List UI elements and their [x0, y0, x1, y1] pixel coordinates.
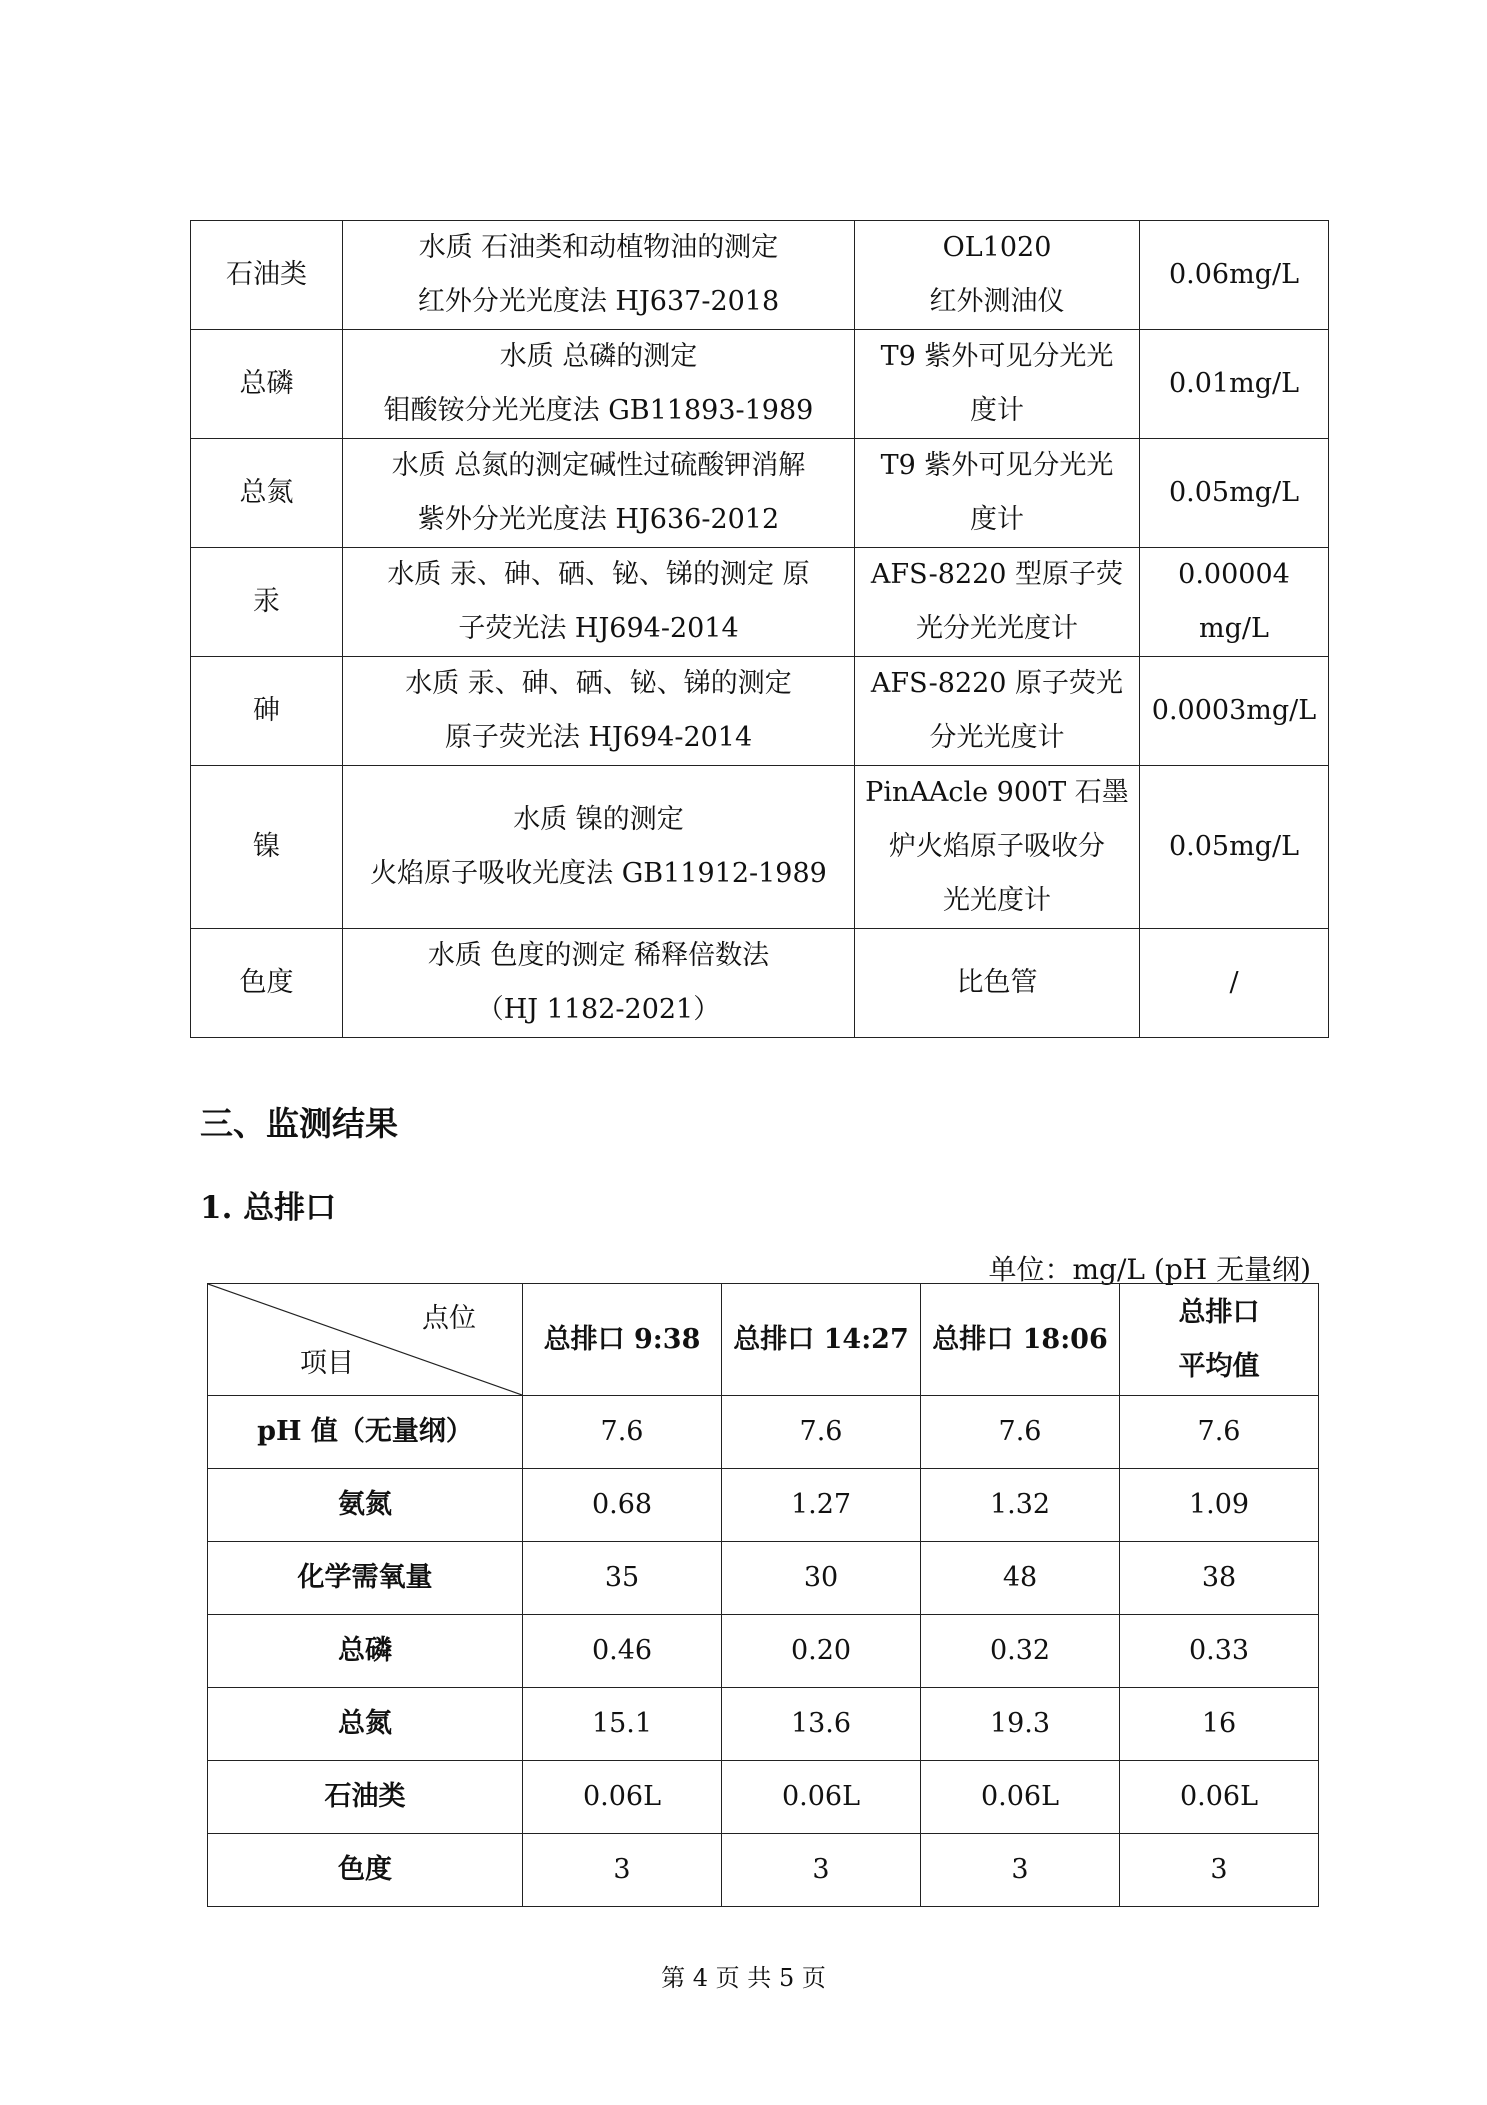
result-table: [207, 1283, 1319, 1907]
item-cell: 总氮: [191, 439, 343, 548]
instrument-cell-line: 度计: [970, 395, 1024, 426]
method-cell: [343, 221, 855, 330]
instrument-cell: [855, 548, 1140, 657]
detection-limit-cell-line: 0.0003mg/L: [1151, 695, 1317, 726]
average-header-line: 总排口: [1178, 1296, 1260, 1328]
detection-limit-cell: [1140, 439, 1329, 548]
result-value-cell: 7.6: [523, 1396, 722, 1469]
instrument-cell: [855, 657, 1140, 766]
result-row: [208, 1834, 1319, 1907]
result-row: [208, 1615, 1319, 1688]
result-value-cell: 0.06L: [1120, 1761, 1319, 1834]
result-value-cell: 0.32: [921, 1615, 1120, 1688]
detection-limit-cell-line: 0.01mg/L: [1168, 368, 1300, 399]
result-value-cell: 1.32: [921, 1469, 1120, 1542]
result-value-cell: 0.68: [523, 1469, 722, 1542]
method-cell-line: 水质 色度的测定 稀释倍数法: [427, 940, 770, 971]
corner-label-item: 项目: [300, 1348, 354, 1379]
column-header-1427: 总排口 14:27: [722, 1284, 921, 1396]
method-cell-line: （HJ 1182-2021）: [476, 994, 721, 1025]
instrument-cell-line: 红外测油仪: [929, 286, 1065, 317]
result-row-label: pH 值（无量纲）: [208, 1396, 523, 1469]
result-value-cell: 7.6: [921, 1396, 1120, 1469]
instrument-cell: [855, 929, 1140, 1038]
item-cell: 汞: [191, 548, 343, 657]
instrument-cell-line: AFS-8220 原子荧光: [870, 668, 1124, 699]
instrument-cell-line: 炉火焰原子吸收分: [889, 831, 1105, 862]
unit-note: 单位：mg/L (pH 无量纲): [988, 1253, 1311, 1286]
method-cell-line: 原子荧光法 HJ694-2014: [444, 722, 753, 753]
method-cell-line: 火焰原子吸收光度法 GB11912-1989: [370, 858, 827, 889]
detection-limit-cell: [1140, 766, 1329, 929]
method-cell-line: 水质 汞、砷、硒、铋、锑的测定 原: [387, 559, 810, 590]
method-cell: [343, 330, 855, 439]
item-cell: 色度: [191, 929, 343, 1038]
result-value-cell: 1.27: [722, 1469, 921, 1542]
result-row-label: 化学需氧量: [208, 1542, 523, 1615]
method-cell: [343, 548, 855, 657]
result-value-cell: 0.06L: [921, 1761, 1120, 1834]
method-cell-line: 水质 总氮的测定碱性过硫酸钾消解: [391, 450, 806, 481]
result-value-cell: 38: [1120, 1542, 1319, 1615]
method-row: [191, 439, 1329, 548]
method-cell-line: 水质 石油类和动植物油的测定: [418, 232, 779, 263]
result-value-cell: 3: [1120, 1834, 1319, 1907]
instrument-cell: [855, 439, 1140, 548]
instrument-cell-line: T9 紫外可见分光光: [880, 450, 1114, 481]
instrument-cell-line: PinAAcle 900T 石墨: [865, 777, 1129, 808]
instrument-cell-line: 分光光度计: [929, 722, 1065, 753]
sub-heading: 1. 总排口: [200, 1190, 337, 1226]
method-cell-line: 水质 镍的测定: [513, 804, 684, 835]
method-cell: [343, 439, 855, 548]
instrument-cell: [855, 330, 1140, 439]
result-value-cell: 0.06L: [523, 1761, 722, 1834]
detection-limit-cell: [1140, 929, 1329, 1038]
method-cell-line: 紫外分光光度法 HJ636-2012: [417, 504, 780, 535]
instrument-cell-line: T9 紫外可见分光光: [880, 341, 1114, 372]
instrument-cell-line: OL1020: [942, 232, 1052, 263]
detection-limit-cell-line: 0.06mg/L: [1168, 259, 1300, 290]
result-value-cell: 15.1: [523, 1688, 722, 1761]
method-row: [191, 330, 1329, 439]
result-value-cell: 35: [523, 1542, 722, 1615]
result-row: [208, 1761, 1319, 1834]
item-cell: 石油类: [191, 221, 343, 330]
detection-limit-cell: [1140, 330, 1329, 439]
result-row-label: 总磷: [208, 1615, 523, 1688]
result-row-label: 氨氮: [208, 1469, 523, 1542]
corner-header-cell: [208, 1284, 523, 1396]
method-row: [191, 766, 1329, 929]
instrument-cell: [855, 766, 1140, 929]
instrument-cell: [855, 221, 1140, 330]
result-row: [208, 1542, 1319, 1615]
result-value-cell: 0.06L: [722, 1761, 921, 1834]
page-footer: 第 4 页 共 5 页: [661, 1964, 826, 1992]
item-cell: 总磷: [191, 330, 343, 439]
result-value-cell: 13.6: [722, 1688, 921, 1761]
column-header-1806: 总排口 18:06: [921, 1284, 1120, 1396]
result-value-cell: 19.3: [921, 1688, 1120, 1761]
column-header-0938: 总排口 9:38: [523, 1284, 722, 1396]
result-row-label: 石油类: [208, 1761, 523, 1834]
method-table: [190, 220, 1329, 1038]
section-heading: 三、监测结果: [200, 1104, 398, 1143]
result-value-cell: 3: [722, 1834, 921, 1907]
result-value-cell: 48: [921, 1542, 1120, 1615]
result-value-cell: 3: [921, 1834, 1120, 1907]
method-row: [191, 548, 1329, 657]
result-value-cell: 7.6: [722, 1396, 921, 1469]
detection-limit-cell: [1140, 221, 1329, 330]
method-cell-line: 红外分光光度法 HJ637-2018: [417, 286, 780, 317]
average-header-line: 平均值: [1178, 1350, 1260, 1382]
method-cell-line: 子荧光法 HJ694-2014: [458, 613, 739, 644]
item-cell: 镍: [191, 766, 343, 929]
detection-limit-cell-line: 0.00004: [1178, 559, 1290, 590]
result-value-cell: 30: [722, 1542, 921, 1615]
method-row: [191, 221, 1329, 330]
corner-label-point: 点位: [422, 1303, 476, 1334]
result-row-label: 色度: [208, 1834, 523, 1907]
result-row: [208, 1469, 1319, 1542]
method-cell: [343, 929, 855, 1038]
method-cell-line: 水质 总磷的测定: [499, 341, 698, 372]
method-row: [191, 929, 1329, 1038]
instrument-cell-line: 光分光光度计: [916, 613, 1078, 644]
result-value-cell: 0.46: [523, 1615, 722, 1688]
result-value-cell: 7.6: [1120, 1396, 1319, 1469]
result-row: [208, 1688, 1319, 1761]
result-value-cell: 16: [1120, 1688, 1319, 1761]
instrument-cell-line: 度计: [970, 504, 1024, 535]
instrument-cell-line: 比色管: [956, 967, 1038, 998]
result-value-cell: 3: [523, 1834, 722, 1907]
detection-limit-cell-line: 0.05mg/L: [1168, 831, 1300, 862]
detection-limit-cell: [1140, 657, 1329, 766]
instrument-cell-line: 光光度计: [943, 885, 1051, 916]
result-value-cell: 0.20: [722, 1615, 921, 1688]
method-cell: [343, 766, 855, 929]
result-value-cell: 1.09: [1120, 1469, 1319, 1542]
instrument-cell-line: AFS-8220 型原子荧: [870, 559, 1124, 590]
column-header-average: [1120, 1284, 1319, 1396]
method-cell: [343, 657, 855, 766]
method-cell-line: 钼酸铵分光光度法 GB11893-1989: [383, 395, 814, 426]
detection-limit-cell-line: mg/L: [1199, 613, 1269, 644]
method-row: [191, 657, 1329, 766]
result-value-cell: 0.33: [1120, 1615, 1319, 1688]
result-row: [208, 1396, 1319, 1469]
item-cell: 砷: [191, 657, 343, 766]
result-header-row: [208, 1284, 1319, 1396]
detection-limit-cell-line: /: [1229, 967, 1239, 998]
detection-limit-cell: [1140, 548, 1329, 657]
result-row-label: 总氮: [208, 1688, 523, 1761]
detection-limit-cell-line: 0.05mg/L: [1168, 477, 1300, 508]
method-cell-line: 水质 汞、砷、硒、铋、锑的测定: [405, 668, 792, 699]
